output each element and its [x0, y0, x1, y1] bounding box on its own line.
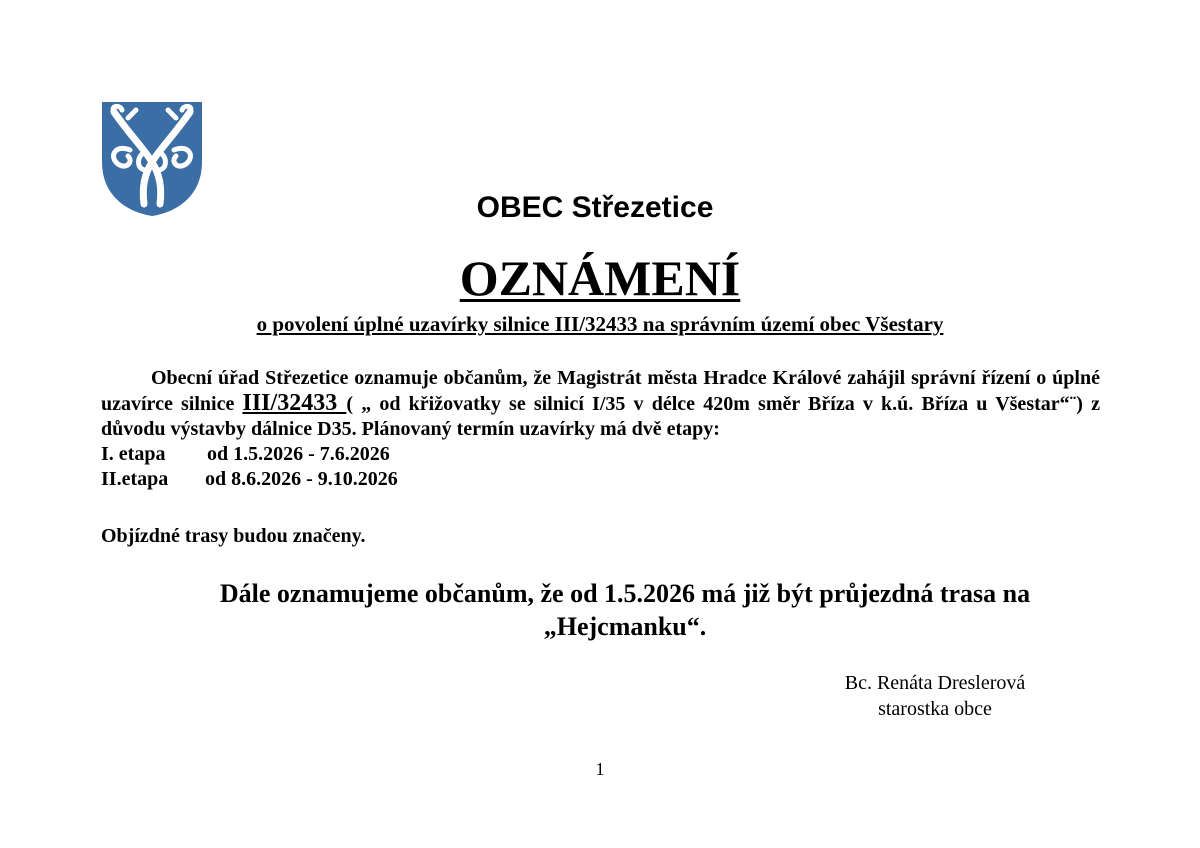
stage-dates: od 1.5.2026 - 7.6.2026 [207, 443, 390, 465]
document-title: OZNÁMENÍ [459, 250, 741, 306]
stage-label: I. etapa [101, 443, 166, 465]
road-code: III/32433 [242, 390, 347, 416]
stage-label: II.etapa [101, 468, 169, 490]
paragraph-text-part2: ( „ od křižovatky se silnicí I/35 v délce 420m směr Bříza v k.ú. Bříza u Všestar“¨) z důvodu výstavby dálnice D35. Plánovaný termín uzavírky má dvě etapy: [101, 393, 1101, 440]
main-paragraph [101, 366, 1100, 442]
announcement-line: Dále oznamujeme občanům, že od 1.5.2026 má již být průjezdná trasa na [219, 579, 1031, 608]
municipality-name: OBEC Střezetice [476, 191, 714, 224]
announcement-line: „Hejcmanku“. [543, 612, 707, 641]
additional-announcement [0, 577, 1200, 643]
signature-block [830, 670, 1040, 722]
page-number: 1 [595, 759, 605, 779]
signatory-name: Bc. Renáta Dreslerová [844, 672, 1026, 694]
stage-dates: od 8.6.2026 - 9.10.2026 [205, 468, 398, 490]
paragraph-text-part1: Obecní úřad Střezetice oznamuje občanům, že Magistrát města Hradce Králové zahájil správní řízení o úplné uzavírce silnice [101, 367, 1100, 415]
stage-row [101, 467, 1100, 492]
document-subtitle: o povolení úplné uzavírky silnice III/32433 na správním území obec Všestary [256, 312, 944, 336]
stage-row [101, 442, 1100, 467]
signatory-role: starostka obce [878, 698, 992, 720]
notice-body [101, 366, 1100, 492]
detour-notice: Objízdné trasy budou značeny. [101, 525, 366, 547]
